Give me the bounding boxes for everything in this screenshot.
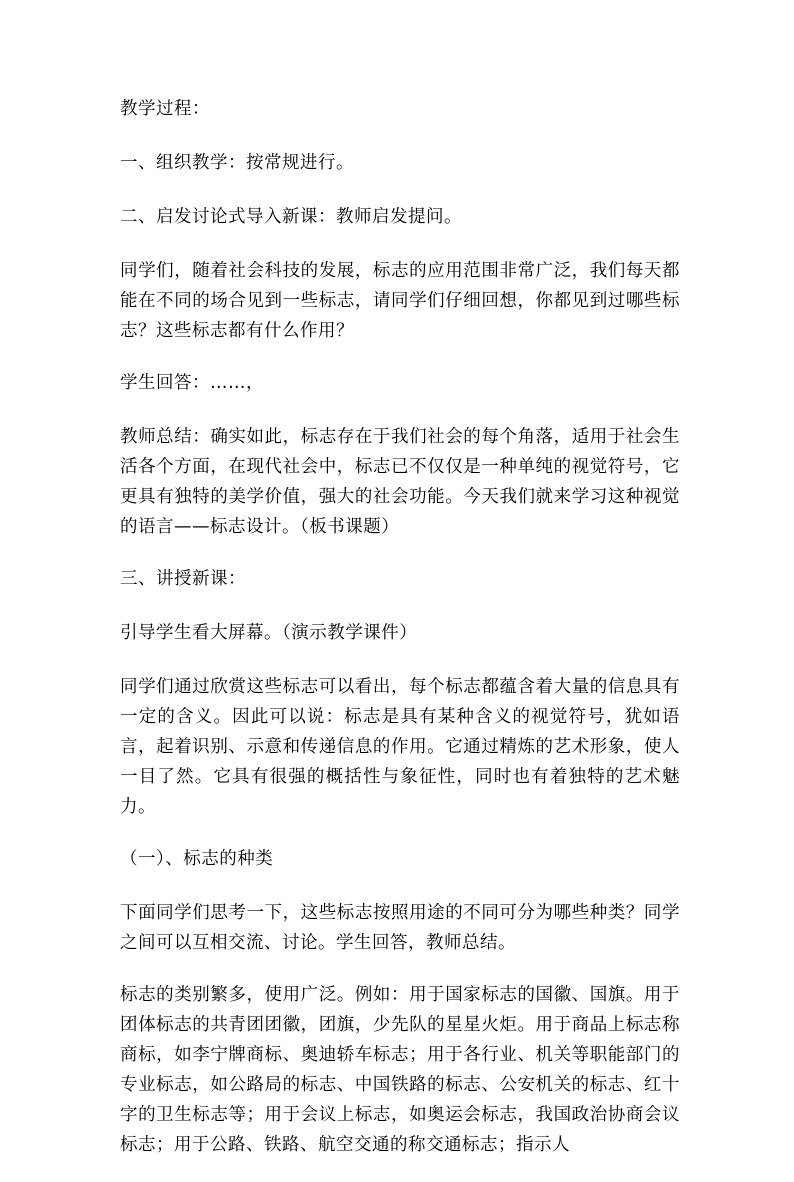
paragraph-teacher-summary: 教师总结：确实如此，标志存在于我们社会的每个角落，适用于社会生活各个方面，在现代社会中，标志已不仅仅是一种单纯的视觉符号，它更具有独特的美学价值，强大的社会功能。今天我们就来学习这种视觉的语言——标志设计。（板书课题） (120, 427, 680, 537)
subheading-logo-types: （一）、标志的种类 (120, 849, 274, 869)
paragraph-teacher-question: 同学们，随着社会科技的发展，标志的应用范围非常广泛，我们每天都能在不同的场合见到一些标志，请同学们仔细回想，你都见到过哪些标志？这些标志都有什么作用？ (120, 261, 680, 341)
step-introduce-new-lesson: 二、启发讨论式导入新课：教师启发提问。 (120, 207, 462, 227)
document-page (120, 94, 680, 1182)
step-teach-new-lesson: 三、讲授新课： (120, 569, 246, 589)
paragraph-discussion: 下面同学们思考一下，这些标志按照用途的不同可分为哪些种类？同学之间可以互相交流、讨论。学生回答，教师总结。 (120, 903, 680, 953)
paragraph-guide-screen: 引导学生看大屏幕。（演示教学课件） (120, 623, 418, 643)
paragraph-logo-categories: 标志的类别繁多，使用广泛。例如：用于国家标志的国徽、国旗。用于团体标志的共青团团徽，团旗，少先队的星星火炬。用于商品上标志称商标，如李宁牌商标、奥迪轿车标志；用于各行业、机关等职能部门的专业标志，如公路局的标志、中国铁路的标志、公安机关的标志、红十字的卫生标志等；用于会议上标志，如奥运会标志，我国政治协商会议标志；用于公路、铁路、航空交通的称交通标志；指示人 (120, 985, 680, 1155)
paragraph-student-answer: 学生回答：……， (120, 373, 264, 393)
section-heading-teaching-process: 教学过程： (120, 99, 210, 119)
paragraph-logo-meaning: 同学们通过欣赏这些标志可以看出，每个标志都蕴含着大量的信息具有一定的含义。因此可以说：标志是具有某种含义的视觉符号，犹如语言，起着识别、示意和传递信息的作用。它通过精炼的艺术形象，使人一目了然。它具有很强的概括性与象征性，同时也有着独特的艺术魅力。 (120, 677, 680, 817)
step-organize-teaching: 一、组织教学：按常规进行。 (120, 153, 354, 173)
